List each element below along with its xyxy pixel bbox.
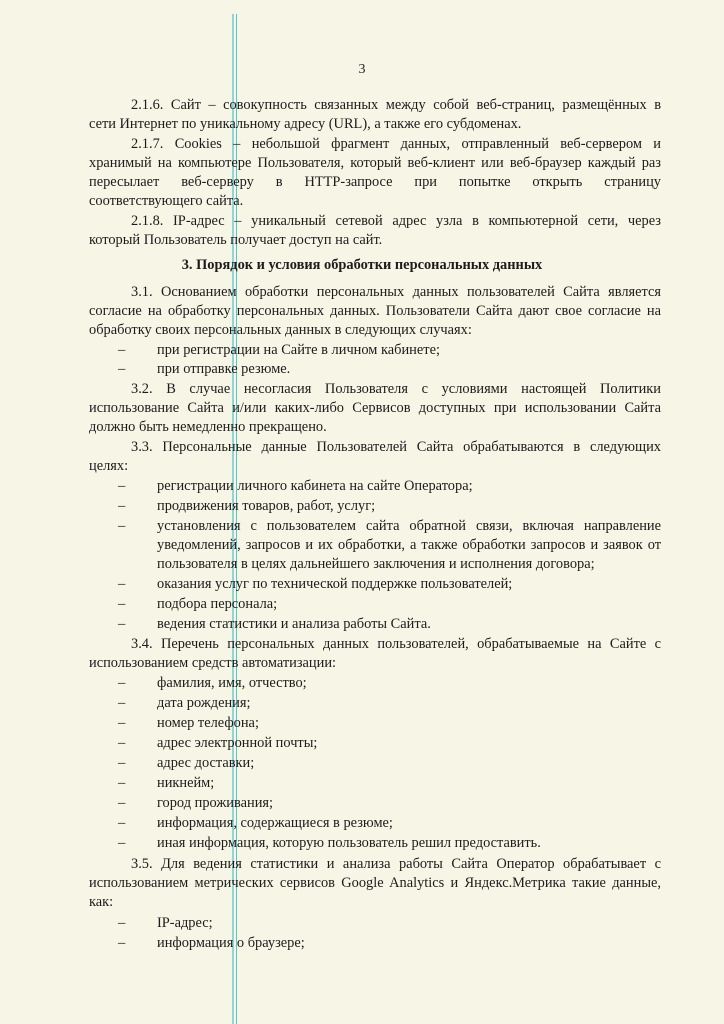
list-dash: – [118, 518, 126, 534]
text-line: который Пользователь получает доступ на сайт. [89, 232, 383, 248]
text-line: 3.3. Персональные данные Пользователей Сайта обрабатываются в следующих [131, 439, 661, 455]
text-line: 3.5. Для ведения статистики и анализа работы Сайта Оператор обрабатывает с [131, 856, 661, 872]
text-line: целях: [89, 458, 129, 474]
list-item: никнейм; [157, 775, 215, 791]
text-line: использование Сайта и/или каких-либо Сервисов доступных при использовании Сайта [89, 400, 661, 416]
list-item: фамилия, имя, отчество; [157, 675, 307, 691]
list-dash: – [118, 675, 126, 691]
paragraph-3-4 [89, 635, 661, 654]
list-item: регистрации личного кабинета на сайте Оператора; [157, 478, 473, 494]
paragraph-3-5 [89, 855, 661, 893]
list-item: иная информация, которую пользователь решил предоставить. [157, 835, 541, 851]
list-item: IP-адрес; [157, 915, 213, 931]
text-line: установления с пользователем сайта обратной связи, включая направление [157, 518, 661, 534]
text-line: 2.1.6. Сайт – совокупность связанных между собой веб-страниц, размещённых в [131, 97, 661, 113]
text-line: 3.1. Основанием обработки персональных данных пользователей Сайта является [131, 284, 661, 300]
text-line: должно быть немедленно прекращено. [89, 419, 327, 435]
list-dash: – [118, 835, 126, 851]
list-item: продвижения товаров, работ, услуг; [157, 498, 376, 514]
text-line: обработку своих персональных данных в следующих случаях: [89, 322, 472, 338]
text-line: 2.1.7. Cookies – небольшой фрагмент данных, отправленный веб-сервером и [131, 136, 661, 152]
text-line: пересылает веб-серверу в HTTP-запросе при попытке открыть страницу [89, 174, 661, 190]
text-line: как: [89, 894, 114, 910]
list-dash: – [118, 616, 126, 632]
list-item: город проживания; [157, 795, 274, 811]
list-dash: – [118, 935, 126, 951]
list-item: адрес доставки; [157, 755, 255, 771]
list-item: номер телефона; [157, 715, 259, 731]
list-item: оказания услуг по технической поддержке пользователей; [157, 576, 513, 592]
list-dash: – [118, 596, 126, 612]
paragraph-2-1-7 [89, 135, 661, 192]
list-dash: – [118, 735, 126, 751]
page-number: 3 [358, 62, 366, 77]
list-dash: – [118, 498, 126, 514]
text-line: использованием средств автоматизации: [89, 655, 337, 671]
list-item [157, 517, 661, 574]
list-item: при отправке резюме. [157, 361, 291, 377]
text-line: сети Интернет по уникальному адресу (URL), а также его субдоменах. [89, 116, 522, 132]
list-dash: – [118, 915, 126, 931]
list-dash: – [118, 715, 126, 731]
text-line: уведомлений, запросов и их обработки, а также обработки запросов и заявок от [157, 537, 661, 553]
list-dash: – [118, 755, 126, 771]
text-line: хранимый на компьютере Пользователя, который веб-клиент или веб-браузер каждый раз [89, 155, 661, 171]
text-line: согласие на обработку персональных данных. Пользователи Сайта дают свое согласие на [89, 303, 661, 319]
text-line: 2.1.8. IP-адрес – уникальный сетевой адрес узла в компьютерной сети, через [131, 213, 661, 229]
list-item: информация, содержащиеся в резюме; [157, 815, 393, 831]
list-item: дата рождения; [157, 695, 251, 711]
section-heading: 3. Порядок и условия обработки персональных данных [181, 257, 543, 273]
text-line: пользователя в целях дальнейшего заключения и исполнения договора; [157, 556, 595, 572]
list-dash: – [118, 576, 126, 592]
list-dash: – [118, 815, 126, 831]
paragraph-2-1-8 [89, 212, 661, 231]
list-dash: – [118, 478, 126, 494]
list-dash: – [118, 775, 126, 791]
list-item: ведения статистики и анализа работы Сайта. [157, 616, 431, 632]
list-item: информация о браузере; [157, 935, 305, 951]
paragraph-3-2 [89, 380, 661, 418]
list-item: подбора персонала; [157, 596, 278, 612]
list-item: адрес электронной почты; [157, 735, 318, 751]
paragraph-3-1 [89, 283, 661, 321]
paragraph-3-3 [89, 438, 661, 457]
list-item: при регистрации на Сайте в личном кабинете; [157, 342, 440, 358]
paragraph-2-1-6 [89, 96, 661, 115]
list-dash: – [118, 695, 126, 711]
text-line: 3.4. Перечень персональных данных пользователей, обрабатываемые на Сайте с [131, 636, 661, 652]
list-dash: – [118, 342, 126, 358]
text-line: соответствующего сайта. [89, 193, 244, 209]
list-dash: – [118, 795, 126, 811]
list-dash: – [118, 361, 126, 377]
text-line: 3.2. В случае несогласия Пользователя с условиями настоящей Политики [131, 381, 661, 397]
text-line: использованием метрических сервисов Google Analytics и Яндекс.Метрика такие данные, [89, 875, 661, 891]
